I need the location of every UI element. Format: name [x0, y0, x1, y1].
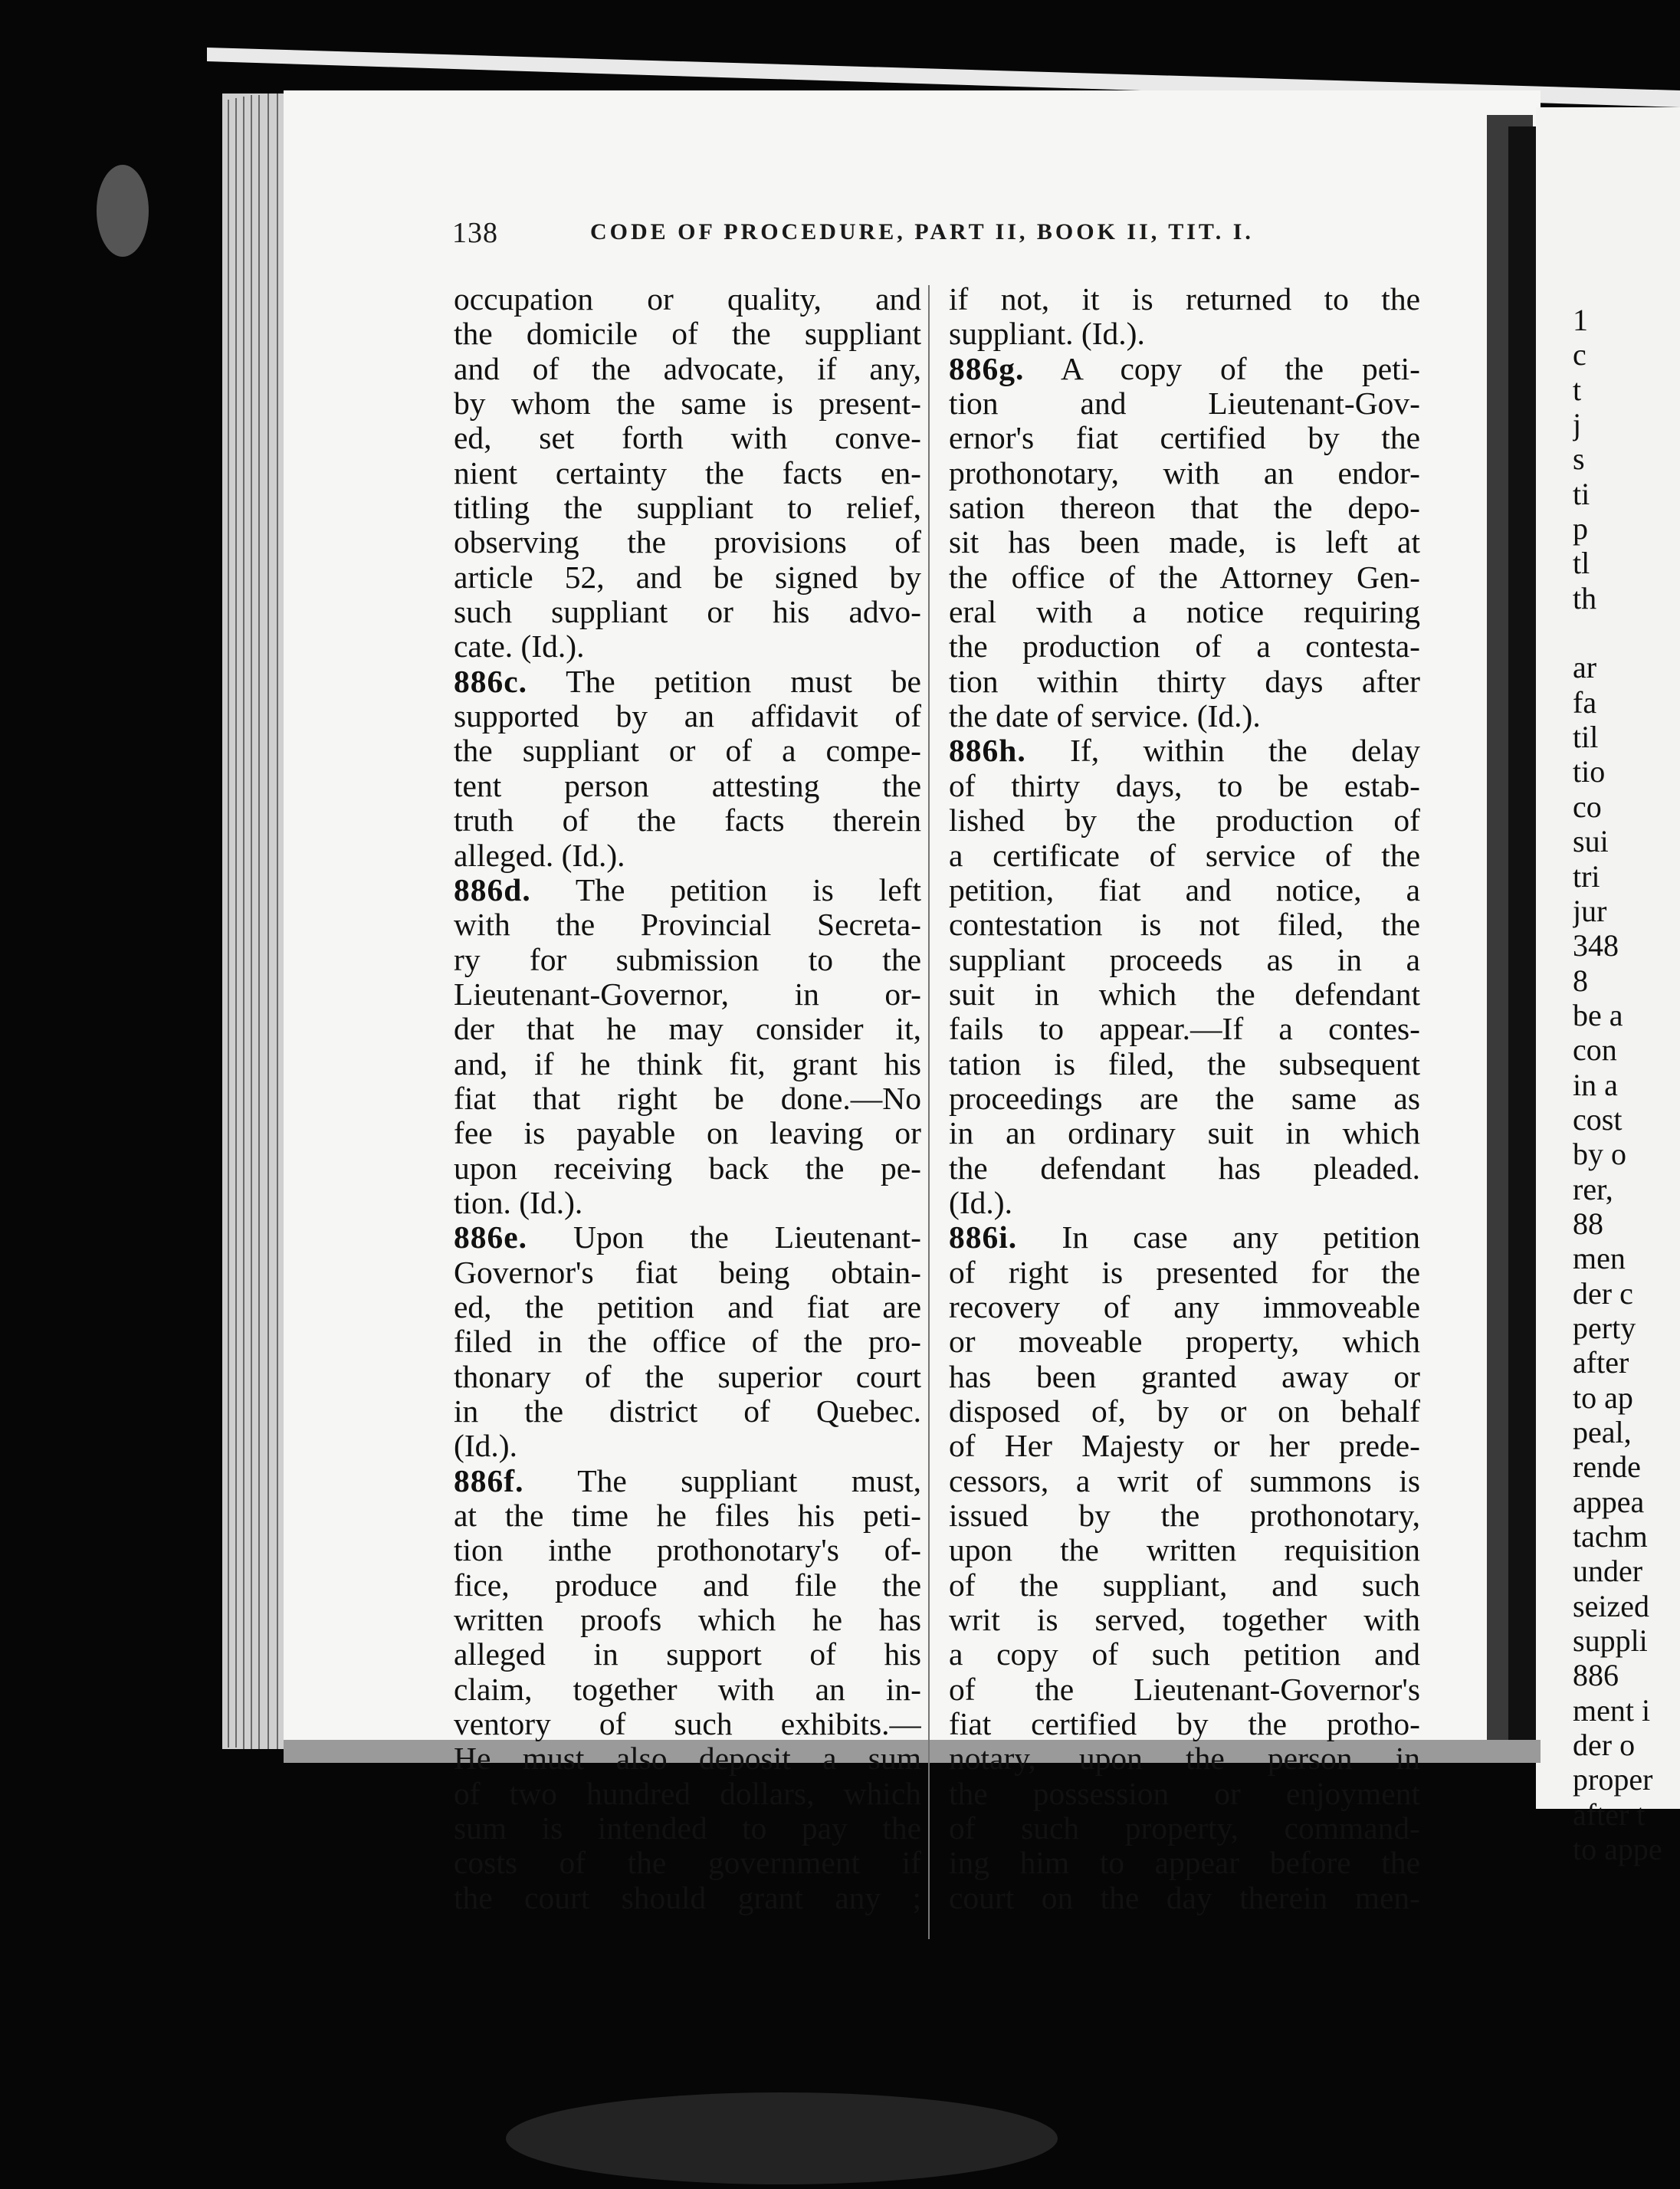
line-text: sit has been made, is left at	[949, 525, 1420, 560]
text-line	[454, 421, 921, 455]
text-line	[454, 629, 921, 664]
text-line	[949, 1846, 1420, 1880]
text-line	[454, 1290, 921, 1324]
line-text: the production of a contesta-	[949, 629, 1420, 665]
line-text: If, within the delay	[1070, 733, 1420, 769]
text-line	[949, 803, 1420, 838]
article-number: 886e.	[454, 1220, 528, 1255]
facing-line-fragment: cost	[1573, 1101, 1623, 1137]
text-line	[949, 317, 1420, 351]
facing-line-fragment: der o	[1573, 1728, 1636, 1763]
facing-line-fragment: proper	[1573, 1762, 1653, 1797]
text-line	[454, 907, 921, 942]
line-text: nient certainty the facts en-	[454, 455, 921, 491]
text-line	[949, 1498, 1420, 1533]
text-line	[454, 1116, 921, 1150]
line-text: of right is presented for the	[949, 1255, 1420, 1290]
line-text: supported by an affidavit of	[454, 699, 921, 734]
text-line	[454, 733, 921, 768]
line-text: at the time he files his peti-	[454, 1498, 921, 1534]
text-line	[949, 1533, 1420, 1567]
line-text: the possession or enjoyment	[949, 1776, 1420, 1811]
facing-line-fragment: ar	[1573, 650, 1597, 685]
line-text: a certificate of service of the	[949, 838, 1420, 873]
line-text: ry for submission to the	[454, 942, 921, 977]
facing-line-fragment: after t	[1573, 1797, 1646, 1832]
text-line	[454, 1741, 921, 1776]
facing-line-fragment: seized	[1573, 1588, 1649, 1623]
line-text: fiat certified by the protho-	[949, 1707, 1420, 1742]
text-line	[454, 1220, 921, 1255]
text-line	[454, 943, 921, 977]
facing-line-fragment: fa	[1573, 684, 1597, 720]
line-text: In case any petition	[1061, 1220, 1420, 1255]
facing-line-fragment: appea	[1573, 1484, 1645, 1519]
text-line	[949, 386, 1420, 421]
line-text: notary, upon the person in	[949, 1741, 1420, 1777]
article-number: 886f.	[454, 1463, 524, 1498]
text-line	[454, 1777, 921, 1811]
article-number: 886d.	[454, 872, 531, 907]
line-text: of thirty days, to be estab-	[949, 768, 1420, 803]
page-header	[452, 216, 1441, 262]
text-line	[454, 456, 921, 491]
facing-line-fragment: p	[1573, 511, 1588, 546]
line-text: a copy of such petition and	[949, 1637, 1420, 1672]
text-line	[454, 839, 921, 873]
line-text: the suppliant or of a compe-	[454, 733, 921, 769]
line-text: petition, fiat and notice, a	[949, 872, 1420, 907]
text-line	[949, 1081, 1420, 1116]
facing-line-fragment: s	[1573, 441, 1585, 477]
text-line	[949, 1603, 1420, 1637]
text-line	[949, 560, 1420, 595]
text-line	[454, 1081, 921, 1116]
line-text: suit in which the defendant	[949, 976, 1420, 1012]
facing-line-fragment: be a	[1573, 997, 1623, 1032]
facing-line-fragment: rende	[1573, 1449, 1641, 1485]
facing-line-fragment: men	[1573, 1241, 1626, 1276]
facing-line-fragment: 1	[1573, 303, 1588, 337]
line-text: of two hundred dollars, which	[454, 1776, 921, 1811]
line-text: in the district of Quebec.	[454, 1394, 921, 1429]
text-line	[454, 1324, 921, 1359]
line-text: fails to appear.—If a contes-	[949, 1012, 1420, 1047]
line-text: titling the suppliant to relief,	[454, 491, 921, 526]
facing-line-fragment: c	[1573, 337, 1586, 372]
text-line	[454, 317, 921, 351]
facing-line-fragment: rer,	[1573, 1171, 1613, 1206]
facing-line-fragment: ti	[1573, 476, 1590, 511]
text-line	[949, 1881, 1420, 1915]
line-text: tion and Lieutenant-Gov-	[949, 386, 1420, 422]
line-text: by whom the same is present-	[454, 386, 921, 422]
text-line	[949, 421, 1420, 455]
text-line	[454, 1498, 921, 1533]
text-line	[454, 1637, 921, 1672]
facing-line-fragment: 88	[1573, 1206, 1603, 1241]
line-text: observing the provisions of	[454, 525, 921, 560]
text-line	[454, 1672, 921, 1707]
line-text: and, if he think fit, grant his	[454, 1046, 921, 1081]
facing-line-fragment: tl	[1573, 546, 1590, 581]
line-text: of the suppliant, and such	[949, 1567, 1420, 1603]
line-text: alleged. (Id.).	[454, 838, 625, 873]
line-text: article 52, and be signed by	[454, 560, 921, 595]
text-line	[949, 282, 1420, 317]
line-text: A copy of the peti-	[1060, 351, 1420, 386]
line-text: suppliant proceeds as in a	[949, 942, 1420, 977]
line-text: The petition must be	[566, 664, 921, 699]
line-text: The suppliant must,	[577, 1463, 921, 1498]
line-text: sation thereon that the depo-	[949, 491, 1420, 526]
line-text: if not, it is returned to the	[949, 282, 1420, 317]
line-text: lished by the production of	[949, 803, 1420, 839]
text-line	[949, 1116, 1420, 1150]
line-text: The petition is left	[575, 872, 921, 907]
text-line	[949, 1220, 1420, 1255]
text-line	[454, 1533, 921, 1567]
text-line	[949, 491, 1420, 525]
line-text: such suppliant or his advo-	[454, 595, 921, 630]
text-line	[949, 943, 1420, 977]
line-text: (Id.).	[454, 1429, 517, 1464]
text-line	[949, 352, 1420, 386]
text-line	[949, 1429, 1420, 1463]
text-line	[454, 1603, 921, 1637]
line-text: tion inthe prothonotary's of-	[454, 1533, 921, 1568]
line-text: the date of service. (Id.).	[949, 699, 1261, 734]
text-line	[454, 803, 921, 838]
line-text: suppliant. (Id.).	[949, 317, 1145, 352]
line-text: writ is served, together with	[949, 1603, 1420, 1638]
text-line	[454, 769, 921, 803]
line-text: ing him to appear before the	[949, 1846, 1420, 1881]
text-line	[949, 907, 1420, 942]
text-line	[454, 977, 921, 1012]
facing-line-fragment: tri	[1573, 858, 1600, 894]
line-text: tion within thirty days after	[949, 664, 1420, 699]
line-text: upon receiving back the pe-	[454, 1150, 921, 1186]
text-line	[454, 491, 921, 525]
line-text: eral with a notice requiring	[949, 595, 1420, 630]
line-text: Lieutenant-Governor, in or-	[454, 976, 921, 1012]
text-line	[454, 873, 921, 907]
line-text: prothonotary, with an endor-	[949, 455, 1420, 491]
line-text: alleged in support of his	[454, 1637, 921, 1672]
text-line	[949, 1394, 1420, 1429]
line-text: recovery of any immoveable	[949, 1289, 1420, 1324]
line-text: cessors, a writ of summons is	[949, 1463, 1420, 1498]
line-text: tation is filed, the subsequent	[949, 1046, 1420, 1081]
line-text: with the Provincial Secreta-	[454, 907, 921, 943]
facing-line-fragment: 8	[1573, 963, 1588, 998]
article-number: 886c.	[454, 664, 528, 699]
line-text: court on the day therein men-	[949, 1880, 1420, 1915]
facing-line-fragment: peal,	[1573, 1415, 1632, 1449]
text-line	[454, 1707, 921, 1741]
facing-line-fragment: tachm	[1573, 1519, 1648, 1554]
text-line	[949, 1777, 1420, 1811]
line-text: the defendant has pleaded.	[949, 1150, 1420, 1186]
facing-line-fragment: perty	[1573, 1310, 1636, 1345]
text-line	[949, 769, 1420, 803]
facing-line-fragment: con	[1573, 1032, 1617, 1068]
text-line	[454, 282, 921, 317]
line-text: ventory of such exhibits.—	[454, 1707, 921, 1742]
text-line	[454, 1846, 921, 1880]
text-line	[949, 1290, 1420, 1324]
line-text: filed in the office of the pro-	[454, 1324, 921, 1360]
line-text: written proofs which he has	[454, 1603, 921, 1638]
facing-line-fragment: after	[1573, 1345, 1629, 1380]
line-text: issued by the prothonotary,	[949, 1498, 1420, 1534]
text-line	[454, 1360, 921, 1394]
right-text-column	[949, 282, 1420, 1915]
left-text-column	[454, 282, 921, 1915]
line-text: ernor's fiat certified by the	[949, 421, 1420, 456]
text-line	[454, 1151, 921, 1186]
line-text: contestation is not filed, the	[949, 907, 1420, 943]
article-number: 886i.	[949, 1220, 1018, 1255]
text-line	[949, 665, 1420, 699]
line-text: ed, the petition and fiat are	[454, 1289, 921, 1324]
text-line	[949, 456, 1420, 491]
facing-line-fragment: co	[1573, 789, 1602, 824]
facing-line-fragment: tio	[1573, 754, 1606, 789]
text-line	[949, 1360, 1420, 1394]
line-text: proceedings are the same as	[949, 1081, 1420, 1116]
text-line	[949, 1151, 1420, 1186]
running-title: CODE OF PROCEDURE, PART II, BOOK II, TIT. I.	[590, 219, 1254, 244]
line-text: fiat that right be done.—No	[454, 1081, 921, 1116]
facing-line-fragment: under	[1573, 1554, 1643, 1589]
line-text: He must also deposit a sum	[454, 1741, 921, 1777]
facing-line-fragment: der c	[1573, 1275, 1633, 1311]
facing-line-fragment: jur	[1573, 893, 1607, 928]
text-line	[949, 1741, 1420, 1776]
line-text: in an ordinary suit in which	[949, 1116, 1420, 1151]
text-line	[949, 525, 1420, 560]
line-text: of Her Majesty or her prede-	[949, 1429, 1420, 1464]
text-line	[949, 873, 1420, 907]
line-text: cate. (Id.).	[454, 629, 585, 665]
line-text: Upon the Lieutenant-	[573, 1220, 921, 1255]
line-text: der that he may consider it,	[454, 1012, 921, 1047]
text-line	[949, 1568, 1420, 1603]
text-line	[454, 352, 921, 386]
text-line	[949, 1811, 1420, 1846]
line-text: the court should grant any ;	[454, 1880, 921, 1915]
line-text: tent person attesting the	[454, 768, 921, 803]
line-text: occupation or quality, and	[454, 282, 921, 317]
article-number: 886h.	[949, 733, 1026, 769]
text-line	[949, 733, 1420, 768]
text-line	[949, 1672, 1420, 1707]
facing-line-fragment: th	[1573, 580, 1597, 615]
line-text: claim, together with an in-	[454, 1672, 921, 1707]
text-line	[949, 1637, 1420, 1672]
text-line	[949, 1047, 1420, 1081]
facing-line-fragment: sui	[1573, 824, 1609, 859]
facing-line-fragment: t	[1573, 372, 1582, 407]
text-line	[454, 1186, 921, 1220]
text-line	[454, 1464, 921, 1498]
text-line	[454, 1255, 921, 1290]
line-text: fice, produce and file the	[454, 1567, 921, 1603]
line-text: thonary of the superior court	[454, 1359, 921, 1394]
line-text: has been granted away or	[949, 1359, 1420, 1394]
text-line	[949, 1324, 1420, 1359]
facing-page-fragment	[1573, 303, 1680, 2127]
line-text: tion. (Id.).	[454, 1185, 583, 1220]
line-text: truth of the facts therein	[454, 803, 921, 839]
text-line	[454, 1047, 921, 1081]
line-text: sum is intended to pay the	[454, 1811, 921, 1846]
line-text: disposed of, by or on behalf	[949, 1394, 1420, 1429]
article-number: 886g.	[949, 351, 1025, 386]
text-line	[454, 665, 921, 699]
facing-line-fragment: til	[1573, 720, 1599, 755]
text-line	[949, 1464, 1420, 1498]
facing-line-fragment: in a	[1573, 1067, 1618, 1102]
line-text: Governor's fiat being obtain-	[454, 1255, 921, 1290]
text-line	[949, 1012, 1420, 1046]
text-line	[454, 699, 921, 733]
line-text: of such property, command-	[949, 1811, 1420, 1846]
facing-line-fragment: j	[1573, 407, 1582, 442]
facing-line-fragment: to appe	[1573, 1832, 1662, 1867]
facing-line-fragment: 348	[1573, 928, 1619, 963]
text-line	[949, 1186, 1420, 1220]
facing-line-fragment: to ap	[1573, 1380, 1633, 1415]
line-text: upon the written requisition	[949, 1533, 1420, 1568]
facing-line-fragment: 886	[1573, 1658, 1619, 1693]
text-line	[454, 1429, 921, 1463]
line-text: costs of the government if	[454, 1846, 921, 1881]
text-line	[454, 1394, 921, 1429]
page-number: 138	[452, 217, 498, 249]
text-line	[454, 1811, 921, 1846]
text-line	[454, 560, 921, 595]
text-line	[454, 1568, 921, 1603]
text-line	[454, 595, 921, 629]
line-text: the domicile of the suppliant	[454, 317, 921, 352]
facing-line-fragment: suppli	[1573, 1623, 1648, 1659]
facing-line-fragment: ment i	[1573, 1692, 1651, 1728]
text-line	[454, 1012, 921, 1046]
text-line	[949, 629, 1420, 664]
line-text: the office of the Attorney Gen-	[949, 560, 1420, 595]
line-text: of the Lieutenant-Governor's	[949, 1672, 1420, 1707]
text-line	[949, 595, 1420, 629]
text-line	[454, 386, 921, 421]
text-line	[949, 699, 1420, 733]
text-line	[949, 839, 1420, 873]
facing-line-fragment: by o	[1573, 1137, 1626, 1172]
line-text: and of the advocate, if any,	[454, 351, 921, 386]
text-line	[949, 1255, 1420, 1290]
text-line	[949, 1707, 1420, 1741]
text-line	[454, 525, 921, 560]
line-text: fee is payable on leaving or	[454, 1116, 921, 1151]
line-text: (Id.).	[949, 1185, 1012, 1220]
line-text: ed, set forth with conve-	[454, 421, 921, 456]
text-line	[949, 977, 1420, 1012]
text-line	[454, 1881, 921, 1915]
line-text: or moveable property, which	[949, 1324, 1420, 1360]
facing-line-fragment	[1573, 615, 1680, 650]
